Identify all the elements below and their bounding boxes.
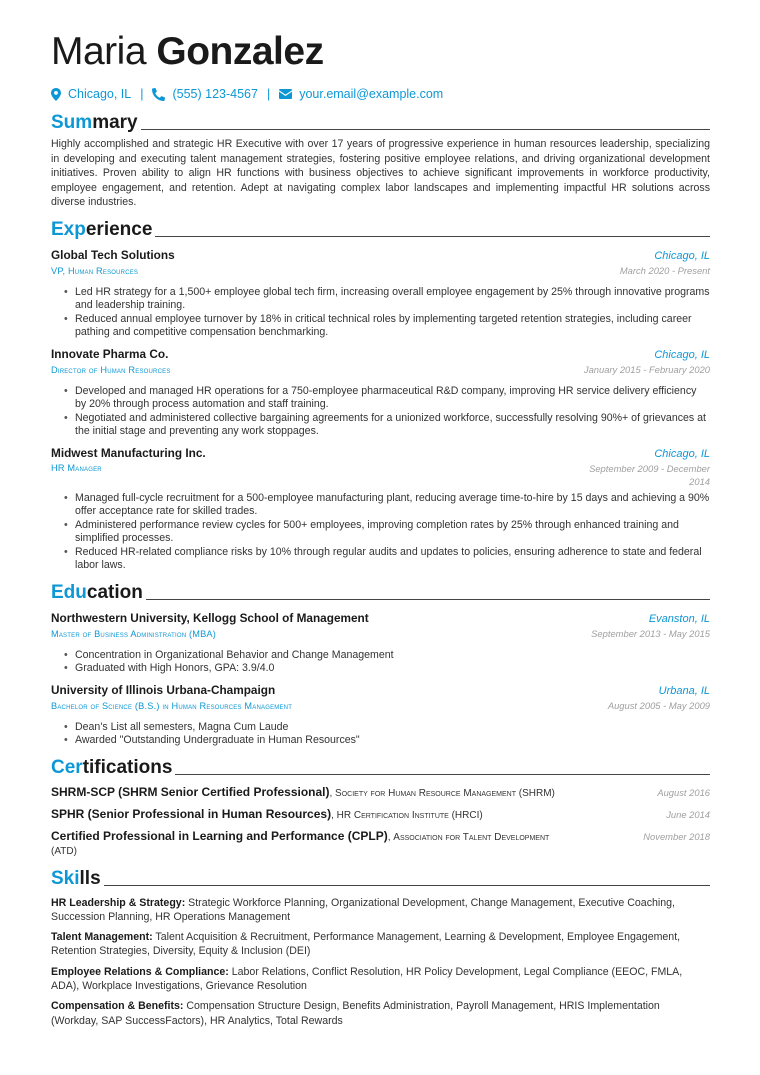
- job-dates: January 2015 - February 2020: [583, 363, 710, 375]
- list-item: • Administered performance review cycles for 500+ employees, improving completion rates by 25% through enhanced training and simplified processes.: [64, 519, 710, 546]
- skill-label: Compensation & Benefits:: [51, 1000, 184, 1013]
- certification-name: SHRM-SCP (SHRM Senior Certified Professional): [51, 784, 330, 799]
- school-name: Northwestern University, Kellogg School of Management: [51, 610, 369, 625]
- skill-group: [51, 930, 710, 959]
- resume-page: [51, 30, 710, 1028]
- list-item: • Negotiated and administered collective bargaining agreements for a unionized workforce, successfully resolving 90%+ of grievances at the initial stage and preventing any work stoppages.: [64, 412, 710, 439]
- list-item: • Managed full-cycle recruitment for a 500-employee manufacturing plant, reducing average time-to-hire by 15 days and achieving a 90% offer acceptance rate for skilled trades.: [64, 492, 710, 519]
- list-item: • Reduced HR-related compliance risks by 10% through regular audits and updates to policies, ensuring adherence to state and federal labor laws.: [64, 546, 710, 573]
- certification-item: SPHR (Senior Professional in Human Resources), HR Certification Institute (HRCI) June 2014: [51, 806, 710, 821]
- education-dates: August 2005 - May 2009: [607, 699, 710, 711]
- phone-text: (555) 123-4567: [172, 87, 258, 101]
- education-bullets: [51, 649, 710, 676]
- section-rule: [141, 129, 710, 130]
- section-skills-heading: [51, 866, 710, 890]
- education-bullets: [51, 721, 710, 748]
- certification-issuer: Association for Talent Development: [393, 831, 550, 843]
- email-link: your.email@example.com: [299, 87, 444, 101]
- skill-group: [51, 965, 710, 994]
- degree: Bachelor of Science (B.S.) in Human Resources Management: [51, 700, 293, 711]
- section-experience-heading: [51, 217, 710, 241]
- section-title: Summary: [51, 112, 138, 133]
- section-rule: [146, 599, 710, 600]
- job-entry: [51, 346, 710, 439]
- envelope-icon: [279, 89, 292, 99]
- candidate-name: [51, 30, 710, 74]
- skill-label: HR Leadership & Strategy:: [51, 896, 186, 909]
- list-item: • Led HR strategy for a 1,500+ employee global tech firm, increasing overall employee engagement by 25% through innovative programs and leadership training.: [64, 286, 710, 313]
- section-title: Certifications: [51, 756, 173, 778]
- last-name: Gonzalez: [156, 30, 324, 73]
- contact-location: [51, 87, 131, 101]
- school-location: Urbana, IL: [658, 684, 710, 697]
- job-location: Chicago, IL: [654, 447, 710, 460]
- job-bullets: [51, 492, 710, 573]
- section-rule: [175, 774, 710, 775]
- summary-text: Highly accomplished and strategic HR Executive with over 17 years of progressive experience in human resources leadership, specializing in developing and executing talent management strategies, fostering positive employee relations, and driving organizational development initiatives. Proven ability to align HR functions with business objectives to achieve significant improvements in workforce productivity, employee engagement, and retention. Adept at navigating complex labor landscapes and implementing impactful HR solutions across diverse industries.: [51, 138, 710, 208]
- section-education-heading: [51, 580, 710, 604]
- list-item: • Reduced annual employee turnover by 18% in critical technical roles by implementing targeted retention strategies, including career pathing and competitive compensation benchmarking.: [64, 313, 710, 340]
- job-location: Chicago, IL: [654, 348, 710, 361]
- skill-label: Employee Relations & Compliance:: [51, 965, 229, 978]
- certification-date: August 2016: [657, 786, 710, 798]
- job-dates: September 2009 - December 2014: [589, 462, 710, 487]
- section-summary-heading: [51, 110, 710, 134]
- list-item: • Concentration in Organizational Behavior and Change Management: [64, 649, 710, 663]
- certification-issuer-cont: (ATD): [51, 845, 77, 857]
- skill-text: Compensation Structure Design, Benefits Administration, Payroll Management, HRIS Implementation (Workday, SAP SuccessFactors), HR Analytics, Total Rewards: [51, 1000, 660, 1027]
- contact-separator: |: [266, 87, 271, 101]
- job-entry: [51, 445, 710, 573]
- certification-name: Certified Professional in Learning and Performance (CPLP): [51, 828, 388, 843]
- phone-icon: [152, 88, 165, 101]
- certification-name: SPHR (Senior Professional in Human Resources): [51, 806, 332, 821]
- job-location: Chicago, IL: [654, 249, 710, 262]
- first-name: Maria: [51, 30, 147, 73]
- school-name: University of Illinois Urbana-Champaign: [51, 682, 276, 697]
- certification-date: June 2014: [666, 808, 710, 820]
- list-item: • Dean's List all semesters, Magna Cum Laude: [64, 721, 710, 735]
- list-item: • Developed and managed HR operations for a 750-employee pharmaceutical R&D company, improving HR service delivery efficiency by 20% through process automation and staff training.: [64, 385, 710, 412]
- job-bullets: [51, 385, 710, 439]
- company-name: Global Tech Solutions: [51, 247, 175, 262]
- section-certifications-heading: [51, 755, 710, 779]
- contact-phone[interactable]: [152, 87, 257, 101]
- skill-group: [51, 896, 710, 925]
- company-name: Innovate Pharma Co.: [51, 346, 169, 361]
- certification-issuer: HR Certification Institute (HRCI): [336, 809, 483, 821]
- job-title: Director of Human Resources: [51, 364, 171, 375]
- skill-text: Strategic Workforce Planning, Organizational Development, Change Management, Executive Coaching, Succession Planning, HR Operations Management: [51, 896, 675, 923]
- certification-item: Certified Professional in Learning and Performance (CPLP), Association for Talent Development (ATD) November 2018: [51, 828, 710, 857]
- section-title: Education: [51, 581, 143, 603]
- certification-date: November 2018: [643, 830, 710, 842]
- map-marker-icon: [51, 88, 61, 101]
- skill-text: Talent Acquisition & Recruitment, Performance Management, Learning & Development, Employee Engagement, Retention Strategies, Diversity, Equity & Inclusion (DEI): [51, 931, 681, 958]
- certification-issuer: Society for Human Resource Management (SHRM): [335, 787, 555, 799]
- section-title: Skills: [51, 867, 101, 889]
- contact-separator: |: [140, 87, 144, 101]
- education-entry: [51, 610, 710, 676]
- job-title: HR Manager: [51, 462, 102, 473]
- school-location: Evanston, IL: [648, 612, 710, 625]
- list-item: • Graduated with High Honors, GPA: 3.9/4.0: [64, 662, 710, 676]
- job-entry: [51, 247, 710, 340]
- education-entry: [51, 682, 710, 748]
- contact-email[interactable]: [279, 87, 443, 101]
- job-dates: March 2020 - Present: [619, 264, 710, 276]
- location-text: Chicago, IL: [68, 87, 132, 101]
- company-name: Midwest Manufacturing Inc.: [51, 445, 206, 460]
- skill-group: [51, 999, 710, 1028]
- section-rule: [155, 236, 710, 237]
- section-rule: [104, 885, 710, 886]
- list-item: • Awarded "Outstanding Undergraduate in Human Resources": [64, 734, 710, 748]
- skill-text: Labor Relations, Conflict Resolution, HR Policy Development, Legal Compliance (EEOC, FMLA, ADA), Workplace Investigations, Grievance Resolution: [51, 965, 683, 992]
- section-title: Experience: [51, 218, 153, 240]
- job-bullets: [51, 286, 710, 340]
- job-title: VP, Human Resources: [51, 265, 139, 276]
- certification-item: SHRM-SCP (SHRM Senior Certified Professional), Society for Human Resource Management (SHRM) August 2016: [51, 784, 710, 799]
- skill-label: Talent Management:: [51, 931, 153, 944]
- education-dates: September 2013 - May 2015: [591, 627, 710, 639]
- degree: Master of Business Administration (MBA): [51, 628, 217, 639]
- contact-line: [51, 85, 710, 103]
